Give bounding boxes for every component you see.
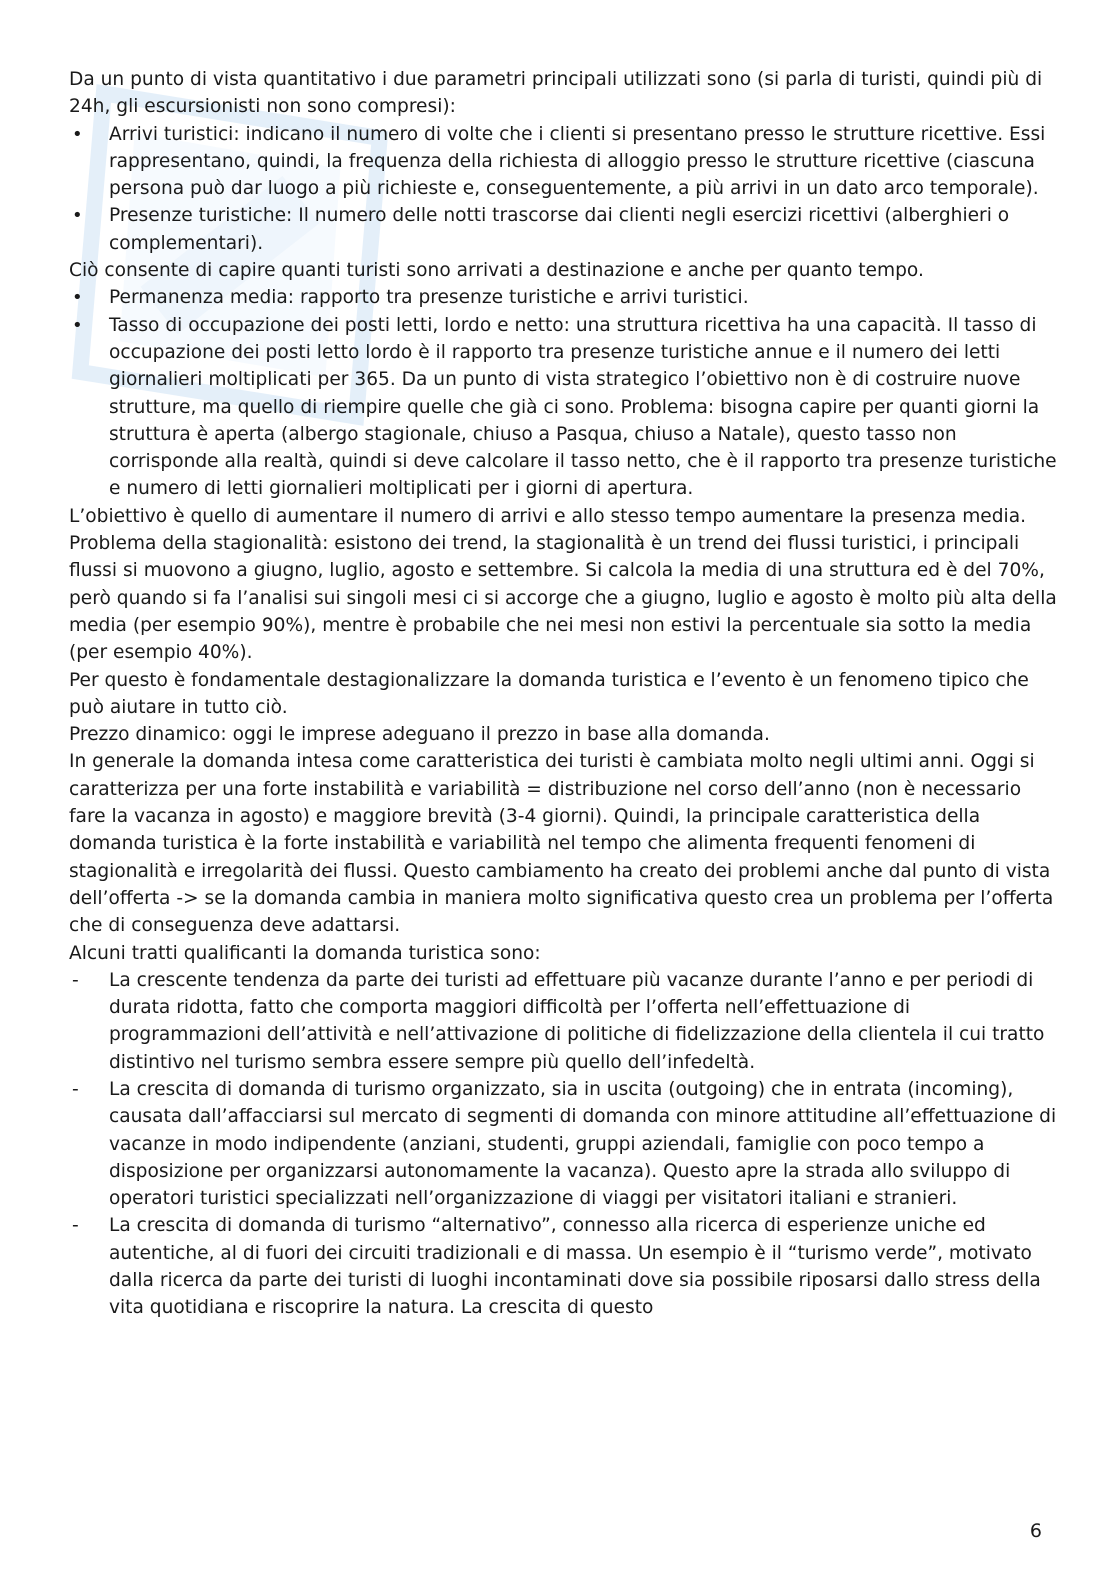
bullet-marker-icon: • — [72, 314, 83, 336]
paragraph: In generale la domanda intesa come caratteristica dei turisti è cambiata molto negli ultimi anni. Oggi si caratterizza per una forte instabilità e variabilità = distribuzione nel corso dell’anno (non è necessario fare la vacanza in agosto) e maggiore brevità (3-4 giorni). Quindi, la principale caratteristica della domanda turistica è la forte instabilità e variabilità nel tempo che alimenta frequenti fenomeni di stagionalità e irregolarità dei flussi. Questo cambiamento ha creato dei problemi anche dal punto di vista dell’offerta -> se la domanda cambia in maniera molto significativa questo crea un problema per l’offerta che di conseguenza deve adattarsi. — [69, 751, 1054, 937]
list-item-text: La crescente tendenza da parte dei turisti ad effettuare più vacanze durante l’anno e per periodi di durata ridotta, fatto che comporta maggiori difficoltà per l’offerta nell’effettuazione di programmazioni dell’attività e nell’attivazione di politiche di fidelizzazione della clientela il cui tratto distintivo nel turismo sembra essere sempre più quello dell’infedeltà. — [109, 969, 1045, 1073]
list-item — [69, 312, 1059, 503]
list-item — [69, 1076, 1059, 1212]
paragraph: Ciò consente di capire quanti turisti sono arrivati a destinazione e anche per quanto tempo. — [69, 260, 924, 282]
page-number: 6 — [1029, 1520, 1042, 1542]
paragraph: Da un punto di vista quantitativo i due parametri principali utilizzati sono (si parla di turisti, quindi più di 24h, gli escursionisti non sono compresi): — [69, 69, 1043, 118]
bullet-marker-icon: • — [72, 287, 83, 309]
list-item-text: Tasso di occupazione dei posti letti, lordo e netto: una struttura ricettiva ha una capacità. Il tasso di occupazione dei posti letto lordo è il rapporto tra presenze turistiche annue e il numero dei letti giornalieri moltiplicati per 365. Da un punto di vista strategico l’obiettivo non è di costruire nuove strutture, ma quello di riempire quelle che già ci sono. Problema: bisogna capire per quanti giorni la struttura è aperta (albergo stagionale, chiuso a Pasqua, chiuso a Natale), questo tasso non corrisponde alla realtà, quindi si deve calcolare il tasso netto, che è il rapporto tra presenze turistiche e numero di letti giornalieri moltiplicati per i giorni di apertura. — [109, 314, 1057, 500]
dash-marker-icon: - — [72, 969, 79, 991]
list-item-text: La crescita di domanda di turismo “alternativo”, connesso alla ricerca di esperienze uniche ed autentiche, al di fuori dei circuiti tradizionali e di massa. Un esempio è il “turismo verde”, motivato dalla ricerca da parte dei turisti di luoghi incontaminati dove sia possibile riposarsi dallo stress della vita quotidiana e riscoprire la natura. La crescita di questo — [109, 1215, 1041, 1319]
list-item — [69, 967, 1059, 1076]
bullet-marker-icon: • — [72, 123, 83, 145]
bullet-list — [69, 284, 1059, 502]
dash-marker-icon: - — [72, 1078, 79, 1100]
list-item — [69, 202, 1059, 257]
paragraph: Problema della stagionalità: esistono dei trend, la stagionalità è un trend dei flussi turistici, i principali flussi si muovono a giugno, luglio, agosto e settembre. Si calcola la media di una struttura ed è del 70%, però quando si fa l’analisi sui singoli mesi ci si accorge che a giugno, luglio e agosto è molto più alta della media (per esempio 90%), mentre è probabile che nei mesi non estivi la percentuale sia sotto la media (per esempio 40%). — [69, 533, 1057, 664]
list-item — [69, 121, 1059, 203]
dash-marker-icon: - — [72, 1215, 79, 1237]
list-item-text: La crescita di domanda di turismo organizzato, sia in uscita (outgoing) che in entrata (incoming), causata dall’affacciarsi sul mercato di segmenti di domanda con minore attitudine all’effettuazione di vacanze in modo indipendente (anziani, studenti, gruppi aziendali, famiglie con poco tempo a disposizione per organizzarsi autonomamente la vacanza). Questo apre la strada allo sviluppo di operatori turistici specializzati nell’organizzazione di viaggi per visitatori italiani e stranieri. — [109, 1078, 1057, 1210]
paragraph: Alcuni tratti qualificanti la domanda turistica sono: — [69, 942, 541, 964]
list-item — [69, 284, 1059, 311]
bullet-list — [69, 121, 1059, 257]
document-body — [69, 66, 1059, 1322]
list-item — [69, 1212, 1059, 1321]
list-item-text: Presenze turistiche: Il numero delle notti trascorse dai clienti negli esercizi ricettivi (alberghieri o complementari). — [109, 205, 1010, 254]
paragraph: L’obiettivo è quello di aumentare il numero di arrivi e allo stesso tempo aumentare la presenza media. — [69, 505, 1027, 527]
paragraph: Per questo è fondamentale destagionalizzare la domanda turistica e l’evento è un fenomeno tipico che può aiutare in tutto ciò. — [69, 669, 1029, 718]
list-item-text: Permanenza media: rapporto tra presenze turistiche e arrivi turistici. — [109, 287, 749, 309]
bullet-marker-icon: • — [72, 205, 83, 227]
dash-list — [69, 967, 1059, 1322]
paragraph: Prezzo dinamico: oggi le imprese adeguano il prezzo in base alla domanda. — [69, 724, 770, 746]
list-item-text: Arrivi turistici: indicano il numero di volte che i clienti si presentano presso le strutture ricettive. Essi rappresentano, quindi, la frequenza della richiesta di alloggio presso le strutture ricettive (ciascuna persona può dar luogo a più richieste e, conseguentemente, a più arrivi in un dato arco temporale). — [109, 123, 1046, 200]
